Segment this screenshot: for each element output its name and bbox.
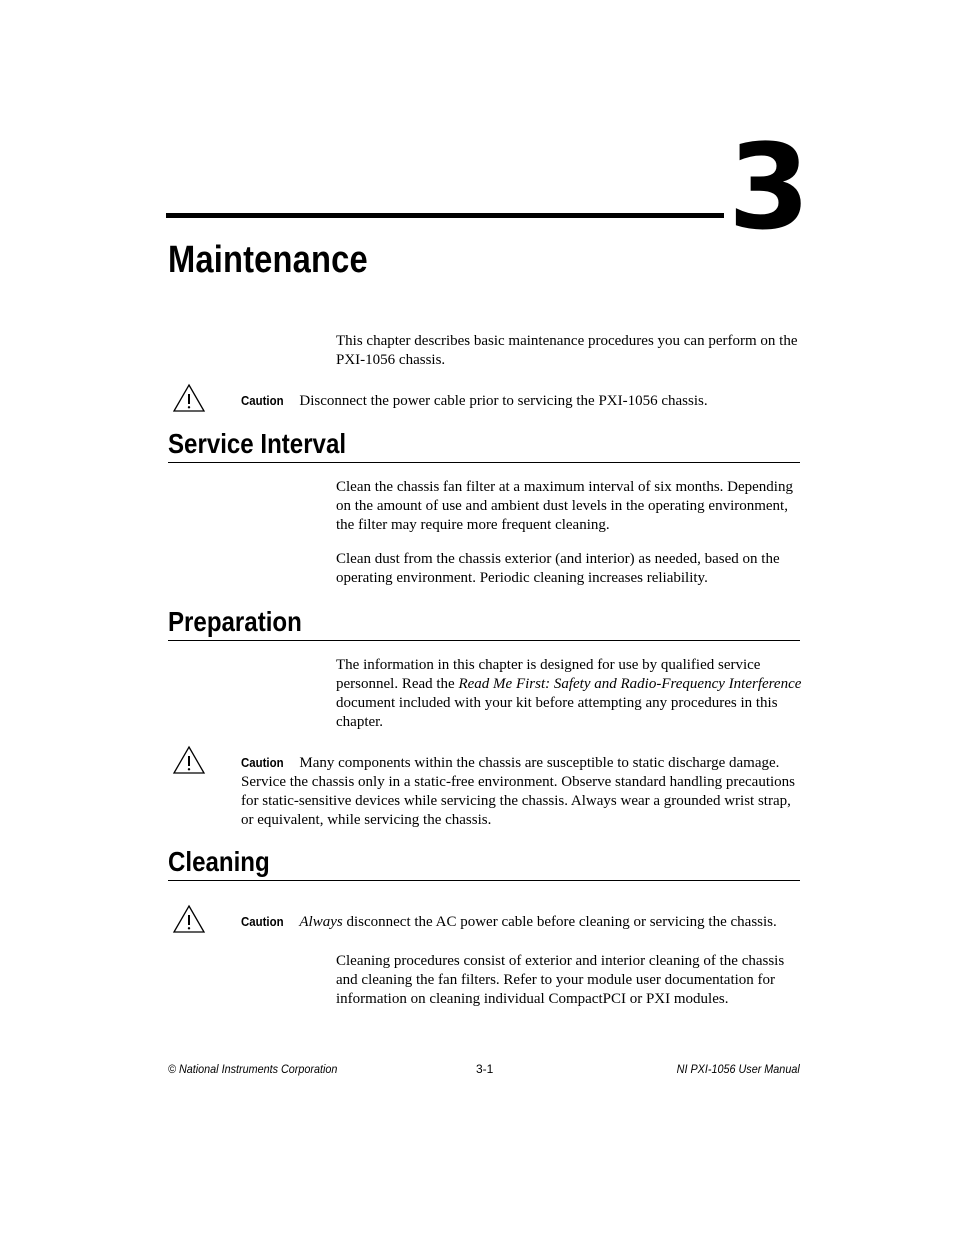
service-interval-paragraph-1: Clean the chassis fan filter at a maximum interval of six months. Depending on the amount of use and ambient dust levels in the operating environment, the filter may require more frequent cleaning. — [336, 479, 793, 533]
warning-triangle-icon — [172, 383, 206, 413]
footer-copyright: © National Instruments Corporation — [168, 1062, 338, 1076]
caution-text: disconnect the AC power cable before cleaning or servicing the chassis. — [342, 914, 777, 930]
warning-triangle-icon — [172, 904, 206, 934]
footer-page-number: 3-1 — [476, 1062, 494, 1076]
caution-text: Disconnect the power cable prior to servicing the PXI-1056 chassis. — [299, 393, 708, 409]
footer-manual-title: NI PXI-1056 User Manual — [676, 1062, 800, 1076]
chapter-title: Maintenance — [168, 239, 368, 281]
cleaning-paragraph-1: Cleaning procedures consist of exterior and interior cleaning of the chassis and cleaning the fan filters. Refer to your module user documentation for information on cleaning individual CompactPCI or PXI modules. — [336, 953, 785, 1007]
caution-text: Many components within the chassis are susceptible to static discharge damage. Service the chassis only in a static-free environment. Observe standard handling precautions for static-sensitive devices while servicing the chassis. Always wear a grounded wrist strap, or equivalent, while servicing the chassis. — [241, 755, 795, 828]
warning-triangle-icon — [172, 745, 206, 775]
intro-paragraph: This chapter describes basic maintenance procedures you can perform on the PXI-1056 chassis. — [336, 333, 798, 368]
preparation-paragraph-1: The information in this chapter is designed for use by qualified service personnel. Read the Read Me First: Safety and Radio-Frequency Interference document included with your kit before attempting any procedures in this chapter. — [336, 657, 802, 730]
section-heading-preparation: Preparation — [168, 606, 800, 641]
service-interval-paragraph-2: Clean dust from the chassis exterior (and interior) as needed, based on the operating environment. Periodic cleaning increases reliability. — [336, 551, 780, 586]
emphasis-always: Always — [299, 914, 343, 930]
caution-note-3 — [168, 912, 800, 932]
chapter-number: 3 — [728, 118, 809, 256]
caution-note-1 — [168, 391, 800, 411]
section-heading-service-interval: Service Interval — [168, 428, 800, 463]
chapter-rule — [166, 213, 724, 218]
caution-label: Caution — [241, 755, 284, 770]
caution-label: Caution — [241, 914, 284, 929]
caution-note-2 — [168, 753, 800, 830]
caution-label: Caution — [241, 393, 284, 408]
section-heading-cleaning: Cleaning — [168, 846, 800, 881]
document-title: Read Me First: Safety and Radio-Frequency Interference — [458, 676, 802, 692]
